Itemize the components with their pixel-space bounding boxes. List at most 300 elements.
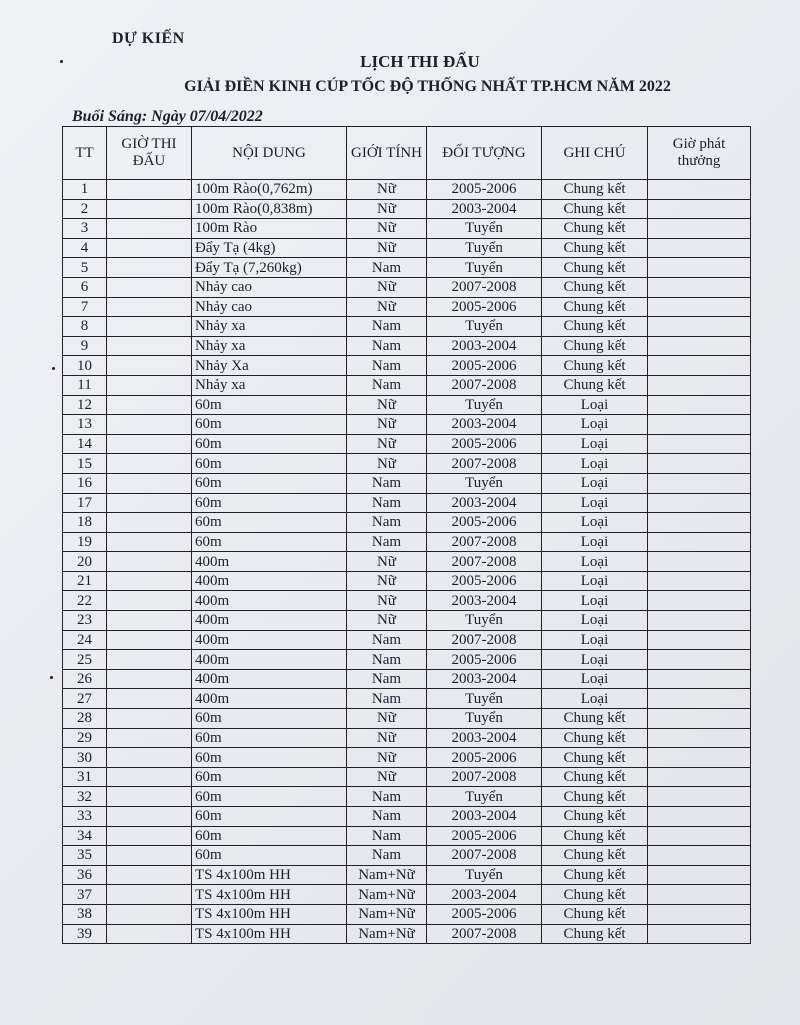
cell-time bbox=[107, 571, 192, 591]
cell-tt: 26 bbox=[63, 669, 107, 689]
table-row bbox=[63, 767, 751, 787]
cell-time bbox=[107, 473, 192, 493]
cell-tt: 32 bbox=[63, 787, 107, 807]
cell-gender: Nữ bbox=[347, 454, 427, 474]
cell-time bbox=[107, 826, 192, 846]
table-row bbox=[63, 277, 751, 297]
cell-event: 400m bbox=[192, 650, 347, 670]
cell-award-time bbox=[648, 611, 751, 631]
cell-award-time bbox=[648, 767, 751, 787]
col-header-gender: GIỚI TÍNH bbox=[347, 127, 427, 180]
cell-tt: 15 bbox=[63, 454, 107, 474]
table-row bbox=[63, 689, 751, 709]
cell-event: 400m bbox=[192, 571, 347, 591]
table-row bbox=[63, 846, 751, 866]
cell-tt: 17 bbox=[63, 493, 107, 513]
cell-gender: Nam bbox=[347, 493, 427, 513]
table-row bbox=[63, 219, 751, 239]
table-row bbox=[63, 885, 751, 905]
cell-event: 60m bbox=[192, 846, 347, 866]
cell-tt: 36 bbox=[63, 865, 107, 885]
cell-note: Chung kết bbox=[542, 728, 648, 748]
table-row bbox=[63, 748, 751, 768]
cell-gender: Nam bbox=[347, 473, 427, 493]
cell-gender: Nữ bbox=[347, 199, 427, 219]
cell-tt: 4 bbox=[63, 238, 107, 258]
cell-award-time bbox=[648, 297, 751, 317]
cell-gender: Nam bbox=[347, 689, 427, 709]
cell-gender: Nam bbox=[347, 669, 427, 689]
cell-note: Chung kết bbox=[542, 375, 648, 395]
cell-event: 60m bbox=[192, 532, 347, 552]
cell-tt: 34 bbox=[63, 826, 107, 846]
cell-time bbox=[107, 219, 192, 239]
cell-gender: Nam bbox=[347, 532, 427, 552]
cell-note: Chung kết bbox=[542, 317, 648, 337]
cell-gender: Nữ bbox=[347, 552, 427, 572]
cell-gender: Nữ bbox=[347, 238, 427, 258]
cell-award-time bbox=[648, 728, 751, 748]
table-row bbox=[63, 258, 751, 278]
cell-group: Tuyển bbox=[427, 709, 542, 729]
col-header-tt: TT bbox=[63, 127, 107, 180]
cell-group: 2003-2004 bbox=[427, 669, 542, 689]
cell-tt: 3 bbox=[63, 219, 107, 239]
cell-award-time bbox=[648, 532, 751, 552]
cell-award-time bbox=[648, 924, 751, 944]
cell-award-time bbox=[648, 807, 751, 827]
col-header-time: GIỜ THI ĐẤU bbox=[107, 127, 192, 180]
cell-award-time bbox=[648, 826, 751, 846]
cell-note: Chung kết bbox=[542, 846, 648, 866]
cell-group: Tuyển bbox=[427, 689, 542, 709]
cell-group: 2005-2006 bbox=[427, 904, 542, 924]
cell-note: Chung kết bbox=[542, 767, 648, 787]
cell-tt: 16 bbox=[63, 473, 107, 493]
cell-time bbox=[107, 532, 192, 552]
cell-gender: Nữ bbox=[347, 277, 427, 297]
table-row bbox=[63, 180, 751, 200]
table-row bbox=[63, 493, 751, 513]
cell-gender: Nam+Nữ bbox=[347, 865, 427, 885]
cell-note: Chung kết bbox=[542, 297, 648, 317]
cell-group: 2003-2004 bbox=[427, 336, 542, 356]
table-row bbox=[63, 630, 751, 650]
cell-note: Loại bbox=[542, 532, 648, 552]
cell-group: Tuyển bbox=[427, 611, 542, 631]
cell-event: 60m bbox=[192, 454, 347, 474]
table-row bbox=[63, 611, 751, 631]
cell-group: Tuyển bbox=[427, 865, 542, 885]
cell-time bbox=[107, 630, 192, 650]
cell-note: Chung kết bbox=[542, 356, 648, 376]
cell-gender: Nữ bbox=[347, 219, 427, 239]
cell-event: Nhảy cao bbox=[192, 297, 347, 317]
cell-award-time bbox=[648, 415, 751, 435]
cell-time bbox=[107, 787, 192, 807]
cell-award-time bbox=[648, 434, 751, 454]
cell-note: Loại bbox=[542, 434, 648, 454]
cell-award-time bbox=[648, 473, 751, 493]
cell-gender: Nam+Nữ bbox=[347, 904, 427, 924]
cell-time bbox=[107, 767, 192, 787]
cell-group: 2007-2008 bbox=[427, 630, 542, 650]
cell-tt: 30 bbox=[63, 748, 107, 768]
cell-time bbox=[107, 669, 192, 689]
cell-event: Nhảy xa bbox=[192, 317, 347, 337]
cell-event: Nhảy xa bbox=[192, 375, 347, 395]
cell-award-time bbox=[648, 317, 751, 337]
cell-note: Chung kết bbox=[542, 709, 648, 729]
cell-event: Nhảy Xa bbox=[192, 356, 347, 376]
cell-time bbox=[107, 258, 192, 278]
cell-award-time bbox=[648, 454, 751, 474]
cell-tt: 35 bbox=[63, 846, 107, 866]
cell-event: 60m bbox=[192, 415, 347, 435]
cell-time bbox=[107, 434, 192, 454]
cell-time bbox=[107, 493, 192, 513]
cell-note: Chung kết bbox=[542, 924, 648, 944]
cell-time bbox=[107, 591, 192, 611]
cell-gender: Nam bbox=[347, 630, 427, 650]
cell-tt: 24 bbox=[63, 630, 107, 650]
cell-event: 400m bbox=[192, 630, 347, 650]
table-row bbox=[63, 238, 751, 258]
cell-gender: Nữ bbox=[347, 571, 427, 591]
cell-award-time bbox=[648, 258, 751, 278]
cell-event: 100m Rào(0,762m) bbox=[192, 180, 347, 200]
cell-note: Loại bbox=[542, 395, 648, 415]
cell-gender: Nam bbox=[347, 513, 427, 533]
cell-time bbox=[107, 317, 192, 337]
cell-time bbox=[107, 846, 192, 866]
cell-event: 60m bbox=[192, 728, 347, 748]
cell-award-time bbox=[648, 552, 751, 572]
cell-group: 2005-2006 bbox=[427, 571, 542, 591]
cell-event: 60m bbox=[192, 473, 347, 493]
cell-group: 2003-2004 bbox=[427, 807, 542, 827]
cell-award-time bbox=[648, 591, 751, 611]
cell-note: Loại bbox=[542, 611, 648, 631]
cell-gender: Nữ bbox=[347, 180, 427, 200]
cell-group: 2003-2004 bbox=[427, 493, 542, 513]
cell-note: Loại bbox=[542, 513, 648, 533]
cell-tt: 19 bbox=[63, 532, 107, 552]
cell-group: Tuyển bbox=[427, 473, 542, 493]
cell-note: Chung kết bbox=[542, 238, 648, 258]
table-row bbox=[63, 826, 751, 846]
cell-tt: 6 bbox=[63, 277, 107, 297]
cell-time bbox=[107, 395, 192, 415]
table-row bbox=[63, 532, 751, 552]
session-date: Buổi Sáng: Ngày 07/04/2022 bbox=[72, 108, 263, 125]
cell-gender: Nữ bbox=[347, 748, 427, 768]
cell-tt: 13 bbox=[63, 415, 107, 435]
cell-event: 60m bbox=[192, 434, 347, 454]
table-row bbox=[63, 297, 751, 317]
cell-group: 2005-2006 bbox=[427, 356, 542, 376]
cell-event: 400m bbox=[192, 591, 347, 611]
cell-time bbox=[107, 375, 192, 395]
cell-group: 2007-2008 bbox=[427, 277, 542, 297]
cell-tt: 33 bbox=[63, 807, 107, 827]
cell-group: Tuyển bbox=[427, 317, 542, 337]
cell-gender: Nữ bbox=[347, 297, 427, 317]
table-row bbox=[63, 904, 751, 924]
cell-tt: 23 bbox=[63, 611, 107, 631]
table-row bbox=[63, 571, 751, 591]
table-row bbox=[63, 924, 751, 944]
cell-note: Chung kết bbox=[542, 277, 648, 297]
cell-tt: 28 bbox=[63, 709, 107, 729]
cell-event: 60m bbox=[192, 826, 347, 846]
cell-note: Loại bbox=[542, 454, 648, 474]
cell-tt: 20 bbox=[63, 552, 107, 572]
cell-event: 60m bbox=[192, 767, 347, 787]
cell-note: Chung kết bbox=[542, 807, 648, 827]
cell-event: TS 4x100m HH bbox=[192, 885, 347, 905]
cell-group: 2005-2006 bbox=[427, 180, 542, 200]
cell-award-time bbox=[648, 571, 751, 591]
cell-note: Loại bbox=[542, 473, 648, 493]
cell-event: Nhảy cao bbox=[192, 277, 347, 297]
cell-time bbox=[107, 552, 192, 572]
cell-note: Loại bbox=[542, 650, 648, 670]
draft-label: DỰ KIẾN bbox=[112, 30, 185, 47]
table-row bbox=[63, 317, 751, 337]
cell-award-time bbox=[648, 885, 751, 905]
cell-gender: Nữ bbox=[347, 434, 427, 454]
cell-group: Tuyển bbox=[427, 787, 542, 807]
cell-gender: Nam+Nữ bbox=[347, 885, 427, 905]
cell-award-time bbox=[648, 904, 751, 924]
cell-time bbox=[107, 454, 192, 474]
cell-group: 2003-2004 bbox=[427, 415, 542, 435]
cell-award-time bbox=[648, 650, 751, 670]
table-row bbox=[63, 336, 751, 356]
cell-award-time bbox=[648, 356, 751, 376]
cell-group: Tuyển bbox=[427, 395, 542, 415]
cell-time bbox=[107, 709, 192, 729]
cell-note: Loại bbox=[542, 591, 648, 611]
cell-award-time bbox=[648, 375, 751, 395]
cell-time bbox=[107, 415, 192, 435]
cell-event: Đẩy Tạ (7,260kg) bbox=[192, 258, 347, 278]
cell-event: 60m bbox=[192, 807, 347, 827]
cell-award-time bbox=[648, 630, 751, 650]
table-row bbox=[63, 454, 751, 474]
cell-event: 100m Rào bbox=[192, 219, 347, 239]
cell-tt: 29 bbox=[63, 728, 107, 748]
col-header-group: ĐỐI TƯỢNG bbox=[427, 127, 542, 180]
table-row bbox=[63, 728, 751, 748]
cell-time bbox=[107, 611, 192, 631]
cell-event: 60m bbox=[192, 513, 347, 533]
cell-time bbox=[107, 865, 192, 885]
cell-gender: Nữ bbox=[347, 611, 427, 631]
cell-gender: Nam bbox=[347, 826, 427, 846]
cell-time bbox=[107, 689, 192, 709]
table-row bbox=[63, 807, 751, 827]
table-row bbox=[63, 591, 751, 611]
cell-award-time bbox=[648, 180, 751, 200]
cell-gender: Nam bbox=[347, 258, 427, 278]
page-title: LỊCH THI ĐẤU bbox=[360, 52, 480, 71]
ink-dot bbox=[50, 676, 53, 679]
cell-tt: 10 bbox=[63, 356, 107, 376]
cell-tt: 2 bbox=[63, 199, 107, 219]
col-header-award-time: Giờ phát thưởng bbox=[648, 127, 751, 180]
cell-gender: Nam bbox=[347, 356, 427, 376]
cell-event: TS 4x100m HH bbox=[192, 924, 347, 944]
col-header-event: NỘI DUNG bbox=[192, 127, 347, 180]
cell-note: Loại bbox=[542, 689, 648, 709]
cell-group: 2007-2008 bbox=[427, 454, 542, 474]
cell-note: Chung kết bbox=[542, 904, 648, 924]
cell-gender: Nam bbox=[347, 807, 427, 827]
cell-group: 2005-2006 bbox=[427, 434, 542, 454]
cell-award-time bbox=[648, 865, 751, 885]
cell-group: Tuyển bbox=[427, 219, 542, 239]
cell-gender: Nam bbox=[347, 787, 427, 807]
cell-event: 60m bbox=[192, 709, 347, 729]
cell-time bbox=[107, 513, 192, 533]
cell-group: 2005-2006 bbox=[427, 297, 542, 317]
ink-dot bbox=[60, 60, 63, 63]
cell-tt: 7 bbox=[63, 297, 107, 317]
table-row bbox=[63, 434, 751, 454]
cell-award-time bbox=[648, 846, 751, 866]
cell-tt: 27 bbox=[63, 689, 107, 709]
cell-event: 400m bbox=[192, 669, 347, 689]
cell-group: 2005-2006 bbox=[427, 650, 542, 670]
cell-award-time bbox=[648, 219, 751, 239]
cell-time bbox=[107, 924, 192, 944]
table-row bbox=[63, 199, 751, 219]
cell-tt: 38 bbox=[63, 904, 107, 924]
table-row bbox=[63, 513, 751, 533]
cell-tt: 1 bbox=[63, 180, 107, 200]
col-header-note: GHI CHÚ bbox=[542, 127, 648, 180]
cell-award-time bbox=[648, 336, 751, 356]
cell-tt: 25 bbox=[63, 650, 107, 670]
table-row bbox=[63, 473, 751, 493]
ink-dot bbox=[52, 367, 55, 370]
table-row bbox=[63, 709, 751, 729]
cell-tt: 39 bbox=[63, 924, 107, 944]
cell-note: Loại bbox=[542, 493, 648, 513]
cell-note: Loại bbox=[542, 630, 648, 650]
cell-tt: 8 bbox=[63, 317, 107, 337]
cell-group: 2007-2008 bbox=[427, 924, 542, 944]
cell-time bbox=[107, 277, 192, 297]
cell-award-time bbox=[648, 669, 751, 689]
cell-gender: Nam bbox=[347, 317, 427, 337]
cell-note: Loại bbox=[542, 571, 648, 591]
table-row bbox=[63, 669, 751, 689]
cell-gender: Nam bbox=[347, 336, 427, 356]
table-row bbox=[63, 375, 751, 395]
cell-group: 2005-2006 bbox=[427, 826, 542, 846]
cell-award-time bbox=[648, 493, 751, 513]
cell-tt: 9 bbox=[63, 336, 107, 356]
cell-gender: Nữ bbox=[347, 767, 427, 787]
cell-gender: Nam bbox=[347, 846, 427, 866]
cell-event: 60m bbox=[192, 787, 347, 807]
cell-group: 2005-2006 bbox=[427, 513, 542, 533]
cell-time bbox=[107, 885, 192, 905]
cell-group: 2007-2008 bbox=[427, 552, 542, 572]
cell-note: Chung kết bbox=[542, 219, 648, 239]
cell-note: Chung kết bbox=[542, 865, 648, 885]
cell-event: 100m Rào(0,838m) bbox=[192, 199, 347, 219]
cell-tt: 5 bbox=[63, 258, 107, 278]
schedule-table bbox=[62, 126, 751, 944]
cell-tt: 14 bbox=[63, 434, 107, 454]
cell-time bbox=[107, 728, 192, 748]
cell-event: TS 4x100m HH bbox=[192, 904, 347, 924]
table-row bbox=[63, 552, 751, 572]
cell-event: 60m bbox=[192, 748, 347, 768]
cell-gender: Nữ bbox=[347, 415, 427, 435]
cell-gender: Nữ bbox=[347, 709, 427, 729]
cell-group: 2003-2004 bbox=[427, 591, 542, 611]
table-row bbox=[63, 865, 751, 885]
cell-event: Đẩy Tạ (4kg) bbox=[192, 238, 347, 258]
cell-event: 60m bbox=[192, 395, 347, 415]
cell-note: Chung kết bbox=[542, 180, 648, 200]
cell-gender: Nam bbox=[347, 650, 427, 670]
cell-group: 2003-2004 bbox=[427, 728, 542, 748]
cell-award-time bbox=[648, 513, 751, 533]
cell-note: Chung kết bbox=[542, 199, 648, 219]
cell-event: TS 4x100m HH bbox=[192, 865, 347, 885]
cell-gender: Nữ bbox=[347, 591, 427, 611]
cell-note: Chung kết bbox=[542, 826, 648, 846]
cell-gender: Nữ bbox=[347, 395, 427, 415]
table-row bbox=[63, 787, 751, 807]
cell-event: Nhảy xa bbox=[192, 336, 347, 356]
cell-note: Chung kết bbox=[542, 787, 648, 807]
cell-note: Loại bbox=[542, 669, 648, 689]
cell-event: 400m bbox=[192, 552, 347, 572]
cell-note: Loại bbox=[542, 415, 648, 435]
cell-event: 400m bbox=[192, 611, 347, 631]
cell-note: Loại bbox=[542, 552, 648, 572]
cell-gender: Nam bbox=[347, 375, 427, 395]
table-body bbox=[63, 180, 751, 944]
cell-time bbox=[107, 807, 192, 827]
cell-time bbox=[107, 904, 192, 924]
cell-group: 2005-2006 bbox=[427, 748, 542, 768]
cell-tt: 37 bbox=[63, 885, 107, 905]
cell-award-time bbox=[648, 238, 751, 258]
cell-group: 2003-2004 bbox=[427, 885, 542, 905]
cell-note: Chung kết bbox=[542, 258, 648, 278]
cell-group: 2003-2004 bbox=[427, 199, 542, 219]
cell-time bbox=[107, 356, 192, 376]
cell-gender: Nữ bbox=[347, 728, 427, 748]
table-row bbox=[63, 650, 751, 670]
cell-time bbox=[107, 336, 192, 356]
cell-group: 2007-2008 bbox=[427, 767, 542, 787]
cell-time bbox=[107, 748, 192, 768]
cell-tt: 12 bbox=[63, 395, 107, 415]
cell-time bbox=[107, 650, 192, 670]
cell-tt: 18 bbox=[63, 513, 107, 533]
table-header-row bbox=[63, 127, 751, 180]
cell-award-time bbox=[648, 748, 751, 768]
